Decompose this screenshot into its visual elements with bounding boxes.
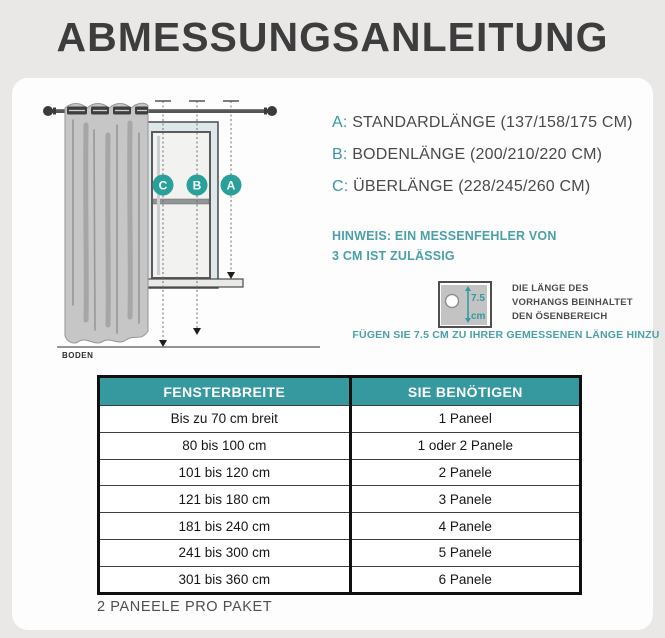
grommet-measure-icon — [438, 281, 492, 328]
badge-a-label: A — [226, 178, 236, 193]
note-line-2: 3 CM IST ZULÄSSIG — [332, 249, 455, 263]
content-card — [12, 78, 660, 630]
table-row — [99, 566, 581, 593]
table-row — [99, 432, 581, 459]
badge-b-label: B — [192, 178, 202, 193]
cell-window-width: 301 bis 360 cm — [99, 566, 351, 593]
grommet-caption — [512, 282, 652, 324]
cell-window-width: 80 bis 100 cm — [99, 432, 351, 459]
length-legend — [332, 114, 647, 210]
badge-c-label: C — [158, 178, 168, 193]
window-sill — [140, 279, 243, 287]
grommet-caption-line-3: DEN ÖSENBEREICH — [512, 311, 608, 322]
grommet-caption-line-2: VORHANGS BEINHALTET — [512, 297, 633, 308]
table-row — [99, 486, 581, 513]
cell-window-width: 121 bis 180 cm — [99, 486, 351, 513]
measure-badge-c — [153, 175, 174, 196]
floor-label: BODEN — [62, 351, 94, 360]
window-illustration — [140, 122, 218, 288]
cell-window-width: 101 bis 120 cm — [99, 459, 351, 486]
cell-panels-needed: 3 Panele — [350, 486, 580, 513]
grommet-measure-unit: cm — [471, 311, 486, 322]
legend-text-b: BODENLÄNGE (200/210/220 CM) — [352, 146, 603, 163]
legend-text-c: ÜBERLÄNGE (228/245/260 CM) — [353, 178, 591, 195]
table-header-row — [99, 377, 581, 406]
measure-badge-b — [187, 175, 208, 196]
table-row — [99, 539, 581, 566]
cell-panels-needed: 2 Panele — [350, 459, 580, 486]
cell-window-width: 181 bis 240 cm — [99, 513, 351, 540]
legend-key-c: C: — [332, 178, 349, 195]
grommet-caption-line-1: DIE LÄNGE DES — [512, 283, 589, 294]
panels-per-pack-note: 2 PANEELE PRO PAKET — [97, 599, 273, 615]
curtain-panel — [65, 103, 148, 343]
table-row — [99, 513, 581, 540]
legend-key-a: A: — [332, 114, 348, 131]
cell-panels-needed: 5 Panele — [350, 539, 580, 566]
cell-panels-needed: 1 oder 2 Panele — [350, 432, 580, 459]
add-length-note: FÜGEN SIE 7.5 CM ZU IHRER GEMESSENEN LÄNGE HINZU — [352, 329, 660, 341]
column-header-window-width: FENSTERBREITE — [99, 377, 351, 406]
note-line-1: HINWEIS: EIN MESSENFEHLER VON — [332, 229, 557, 243]
cell-window-width: 241 bis 300 cm — [99, 539, 351, 566]
measure-badge-a — [221, 175, 242, 196]
legend-key-b: B: — [332, 146, 348, 163]
table-row — [99, 406, 581, 433]
legend-item-c — [332, 178, 647, 196]
table-row — [99, 459, 581, 486]
cell-window-width: Bis zu 70 cm breit — [99, 406, 351, 433]
curtain-measurement-diagram — [20, 95, 335, 367]
legend-text-a: STANDARDLÄNGE (137/158/175 CM) — [352, 114, 633, 131]
grommet-tabs — [67, 107, 148, 115]
legend-item-b — [332, 146, 647, 164]
cell-panels-needed: 1 Paneel — [350, 406, 580, 433]
measurement-tolerance-note — [332, 226, 632, 266]
page-title: ABMESSUNGSANLEITUNG — [56, 14, 609, 60]
legend-item-a — [332, 114, 647, 132]
cell-panels-needed: 4 Panele — [350, 513, 580, 540]
grommet-measure-value: 7.5 — [471, 293, 485, 304]
cell-panels-needed: 6 Panele — [350, 566, 580, 593]
column-header-you-need: SIE BENÖTIGEN — [350, 377, 580, 406]
panel-size-table — [97, 375, 582, 595]
